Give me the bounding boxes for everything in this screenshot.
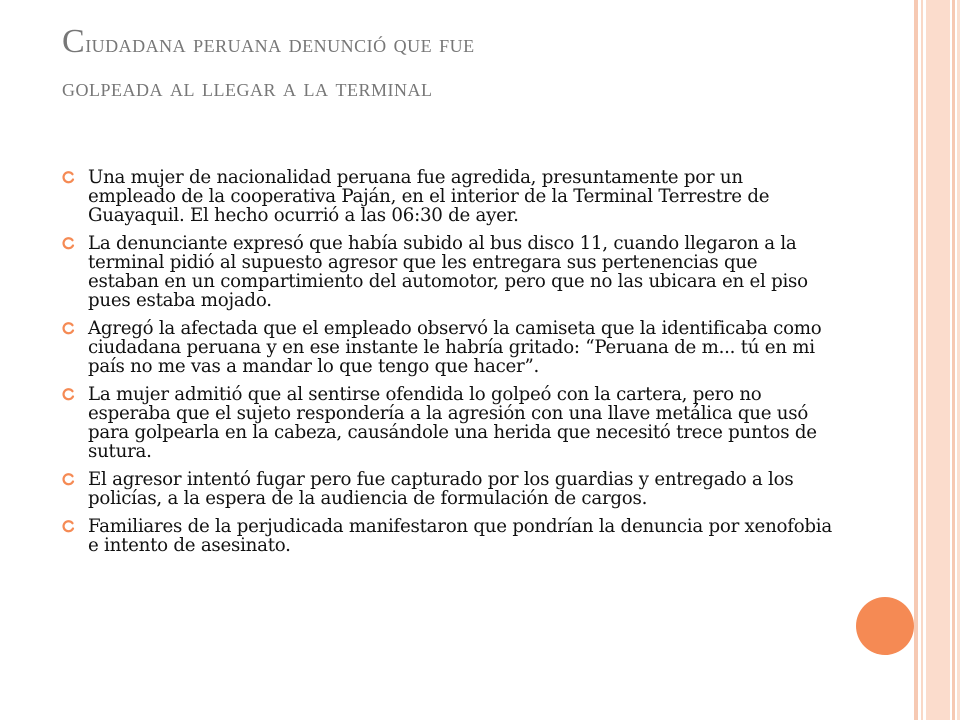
bullet-item xyxy=(62,319,832,376)
title-initial: C xyxy=(62,23,86,60)
stripe xyxy=(952,0,955,720)
bullet-item xyxy=(62,470,832,508)
right-stripes-decoration xyxy=(914,0,960,720)
open-circle-bullet-icon xyxy=(62,322,75,335)
bullet-item xyxy=(62,517,832,555)
bullet-text: Familiares de la perjudicada manifestaron que pondrían la denuncia por xenofobia e intento de asesinato. xyxy=(88,516,832,556)
content-area xyxy=(62,168,832,564)
bullet-item xyxy=(62,385,832,461)
bullet-item xyxy=(62,168,832,225)
stripe xyxy=(914,0,918,720)
bullet-item xyxy=(62,234,832,310)
open-circle-bullet-icon xyxy=(62,171,75,184)
title-line-2: golpeada al llegar a la terminal xyxy=(62,73,433,102)
title-line-1 xyxy=(62,20,882,66)
bullet-list xyxy=(62,168,832,555)
open-circle-bullet-icon xyxy=(62,473,75,486)
open-circle-bullet-icon xyxy=(62,520,75,533)
orange-circle-decoration xyxy=(856,597,914,655)
stripe xyxy=(921,0,923,720)
bullet-text: La mujer admitió que al sentirse ofendida lo golpeó con la cartera, pero no esperaba que el sujeto respondería a la agresión con una llave metálica que usó para golpearla en la cabeza, causándole una herida que necesitó trece puntos de sutura. xyxy=(88,384,817,462)
bullet-text: Una mujer de nacionalidad peruana fue agredida, presuntamente por un empleado de la cooperativa Paján, en el interior de la Terminal Terrestre de Guayaquil. El hecho ocurrió a las 06:30 de ayer. xyxy=(88,167,770,226)
bullet-text: El agresor intentó fugar pero fue capturado por los guardias y entregado a los policías, a la espera de la audiencia de formulación de cargos. xyxy=(88,469,794,509)
open-circle-bullet-icon xyxy=(62,388,75,401)
slide-title xyxy=(62,20,882,110)
open-circle-bullet-icon xyxy=(62,237,75,250)
title-line-1-rest: iudadana peruana denunció que fue xyxy=(85,29,475,58)
bullet-text: La denunciante expresó que había subido al bus disco 11, cuando llegaron a la terminal pidió al supuesto agresor que les entregara sus pertenencias que estaban en un compartimiento del automotor, pero que no las ubicara en el piso pues estaba mojado. xyxy=(88,233,808,311)
bullet-text: Agregó la afectada que el empleado observó la camiseta que la identificaba como ciudadana peruana y en ese instante le habría gritado: “Peruana de m... tú en mi país no me vas a mandar lo que tengo que hacer”. xyxy=(88,318,822,377)
stripe xyxy=(926,0,950,720)
